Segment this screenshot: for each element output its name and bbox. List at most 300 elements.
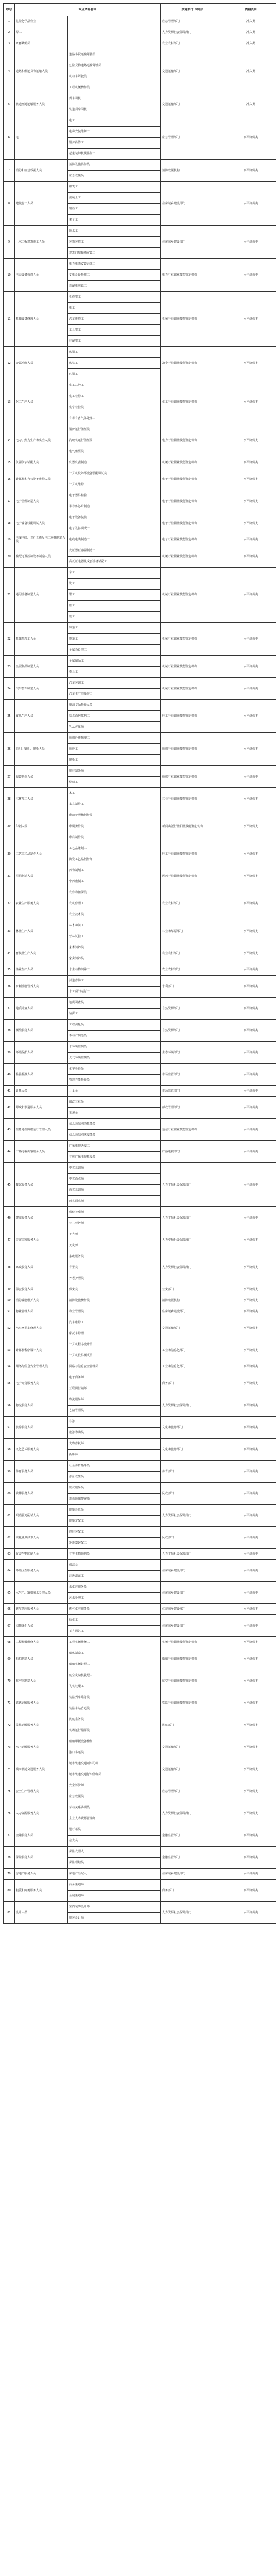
row-occupation: 水环境监测员: [68, 1042, 161, 1053]
table-body: [4, 16, 276, 1924]
row-category: 金融服务人员: [15, 1824, 68, 1847]
row-level: 水平评价类: [226, 678, 276, 700]
row-level: 水平评价类: [226, 160, 276, 182]
row-category: 水利设施管养人员: [15, 976, 68, 998]
table-row: [4, 512, 276, 523]
row-category: 仪器仪表装配人员: [15, 457, 68, 468]
row-index: 9: [4, 226, 15, 259]
row-occupation: 城市轨道交通列车司机: [68, 1758, 161, 1769]
row-department: 金融监管部门: [161, 1847, 226, 1869]
row-category: 环境卫生服务人员: [15, 1560, 68, 1582]
table-row: [4, 1339, 276, 1350]
row-index: 23: [4, 656, 15, 678]
row-category: 消防和应急救援人员: [15, 160, 68, 182]
row-level: 准入类: [226, 27, 276, 38]
header-department: 实施部门（单位）: [161, 4, 226, 16]
row-occupation: 铁路车站客运员: [68, 1703, 161, 1714]
row-occupation: 镗工: [68, 612, 161, 623]
row-occupation: 化学检验员: [68, 402, 161, 413]
row-occupation: 计算机软件测试员: [68, 1350, 161, 1361]
row-department: 人力资源社会保障部门: [161, 1549, 226, 1560]
row-level: 水平评价类: [226, 733, 276, 766]
row-category: 渔业生产人员: [15, 964, 68, 976]
table-row: [4, 1527, 276, 1538]
row-category: 轨道交通运输服务人员: [15, 93, 68, 115]
row-occupation: 应急救援员: [68, 1791, 161, 1802]
row-occupation: 计算机程序设计员: [68, 1339, 161, 1350]
row-level: 水平评价类: [226, 887, 276, 920]
row-occupation: 航空发动机装配工: [68, 1670, 161, 1681]
row-occupation: 药物制剂工: [68, 865, 161, 876]
row-department: 机械行业职业技能鉴定机构: [161, 656, 226, 678]
table-row: [4, 1714, 276, 1725]
row-department: 林业和草原部门: [161, 920, 226, 942]
table-row: [4, 1251, 276, 1262]
row-category: 机械热加工人员: [15, 623, 68, 656]
row-category: 食品生产人员: [15, 700, 68, 733]
row-occupation: 互联网营销师: [68, 1383, 161, 1394]
row-occupation: 机动车驾驶员: [68, 71, 161, 82]
table-row: [4, 1549, 276, 1560]
row-index: 35: [4, 964, 15, 976]
table-header: [4, 4, 276, 16]
row-department: 市场监管部门: [161, 1064, 226, 1086]
row-level: 准入类: [226, 16, 276, 27]
row-occupation: 会展策划师: [68, 1891, 161, 1902]
table-row: [4, 1361, 276, 1372]
row-occupation: 化学检验员: [68, 1064, 161, 1075]
table-row: [4, 942, 276, 953]
row-category: 焊工: [15, 27, 68, 38]
row-occupation: 计算机及外部设备装配调试员: [68, 468, 161, 479]
row-category: 金属制品制造人员: [15, 656, 68, 678]
row-occupation: 大气环境监测员: [68, 1053, 161, 1064]
row-occupation: 垃圾清运工: [68, 1571, 161, 1582]
row-occupation: 城市轨道交通行车值班员: [68, 1769, 161, 1780]
row-index: 61: [4, 1505, 15, 1527]
row-category: 道路和航运货物运输人员: [15, 49, 68, 93]
table-row: [4, 1736, 276, 1747]
row-occupation: 西式面点师: [68, 1196, 161, 1207]
table-row: [4, 1372, 276, 1383]
row-occupation: 列车司机: [68, 93, 161, 104]
row-level: 水平评价类: [226, 1714, 276, 1736]
row-occupation: 游泳救生员: [68, 1472, 161, 1483]
row-category: 危险化学品作业: [15, 16, 68, 27]
row-index: 60: [4, 1483, 15, 1505]
table-row: [4, 1417, 276, 1428]
row-occupation: 快递员: [68, 1108, 161, 1119]
row-index: 16: [4, 468, 15, 490]
table-row: [4, 887, 276, 898]
row-category: 水生产、输排和水处理人员: [15, 1582, 68, 1604]
row-department: 人力资源社会保障部门: [161, 1251, 226, 1284]
row-occupation: 服装设计师: [68, 1913, 161, 1924]
table-row: [4, 1880, 276, 1891]
row-level: 水平评价类: [226, 1758, 276, 1780]
row-occupation: 电工: [68, 115, 161, 127]
row-category: 铁路运输服务人员: [15, 1692, 68, 1714]
row-occupation: 农作物植保员: [68, 887, 161, 898]
row-level: 水平评价类: [226, 347, 276, 380]
row-department: 工业和信息化部门: [161, 1361, 226, 1372]
row-category: 设计人员: [15, 1902, 68, 1924]
row-index: 78: [4, 1847, 15, 1869]
row-occupation: 民航乘务员: [68, 1714, 161, 1725]
table-row: [4, 843, 276, 854]
row-category: 汽车摩托车修理人员: [15, 1317, 68, 1339]
row-level: 水平评价类: [226, 1284, 276, 1295]
header-index: 序号: [4, 4, 15, 16]
row-level: 水平评价类: [226, 1880, 276, 1902]
row-category: 邮政和快递服务人员: [15, 1097, 68, 1119]
row-occupation: 中药炮制工: [68, 876, 161, 887]
row-level: 水平评价类: [226, 1637, 276, 1648]
row-occupation: 车工: [68, 568, 161, 579]
row-level: 水平评价类: [226, 545, 276, 568]
row-index: 8: [4, 182, 15, 226]
row-occupation: 物流服务师: [68, 1394, 161, 1406]
table-row: [4, 1670, 276, 1681]
row-department: 自然资源部门: [161, 1020, 226, 1042]
row-level: 水平评价类: [226, 700, 276, 733]
row-category: 畜牧业生产人员: [15, 942, 68, 964]
row-department: 冶金行业职业技能鉴定机构: [161, 347, 226, 380]
table-row: [4, 1780, 276, 1791]
row-department: 市场监管部门: [161, 1086, 226, 1097]
row-occupation: 工具钳工: [68, 325, 161, 336]
row-level: 水平评价类: [226, 534, 276, 545]
row-occupation: 电力电缆安装运维工: [68, 259, 161, 270]
row-index: 33: [4, 920, 15, 942]
row-department: 交通运输部门: [161, 1736, 226, 1758]
table-row: [4, 1295, 276, 1306]
row-category: 测绘服务人员: [15, 1020, 68, 1042]
row-occupation: 乳品评鉴师: [68, 722, 161, 733]
row-category: 木材加工人员: [15, 788, 68, 810]
row-occupation: 飞机装配工: [68, 1681, 161, 1692]
row-level: 水平评价类: [226, 1582, 276, 1604]
row-occupation: 社会体育指导员: [68, 1461, 161, 1472]
row-category: 纺织、针织、印染人员: [15, 733, 68, 766]
row-index: 20: [4, 545, 15, 568]
row-occupation: 工程机械操作员: [68, 82, 161, 93]
row-level: 水平评价类: [226, 865, 276, 887]
row-level: 水平评价类: [226, 512, 276, 534]
table-row: [4, 457, 276, 468]
row-occupation: 室内装饰设计师: [68, 1902, 161, 1913]
row-occupation: 养老护理员: [68, 1273, 161, 1284]
row-index: 69: [4, 1648, 15, 1670]
row-department: 人力资源社会保障部门: [161, 1229, 226, 1251]
table-row: [4, 1869, 276, 1880]
row-index: 19: [4, 534, 15, 545]
row-category: 康复辅具技术人员: [15, 1527, 68, 1549]
row-index: 52: [4, 1317, 15, 1339]
row-index: 63: [4, 1549, 15, 1560]
row-category: 计算机程序设计人员: [15, 1339, 68, 1361]
row-department: 纺织行业职业技能鉴定机构: [161, 766, 226, 788]
row-index: 15: [4, 457, 15, 468]
row-occupation: 电工: [68, 303, 161, 314]
row-department: 应急管理部门: [161, 115, 226, 160]
row-category: 计算机和办公设备维修人员: [15, 468, 68, 490]
row-occupation: 轧钢工: [68, 369, 161, 380]
row-occupation: 陶瓷工艺品制作师: [68, 854, 161, 865]
row-index: 10: [4, 259, 15, 292]
row-index: 2: [4, 27, 15, 38]
row-occupation: 起重装卸机械操作工: [68, 149, 161, 160]
row-occupation: 农机修理工: [68, 898, 161, 909]
row-occupation: 应急救援员: [68, 171, 161, 182]
row-department: 住房城乡建设部门: [161, 1604, 226, 1615]
row-category: 电力、热力生产和供应人员: [15, 424, 68, 457]
row-level: 水平评价类: [226, 1086, 276, 1097]
row-level: 水平评价类: [226, 623, 276, 656]
row-index: 51: [4, 1306, 15, 1317]
row-level: 水平评价类: [226, 998, 276, 1020]
row-index: 66: [4, 1604, 15, 1615]
row-occupation: 铣工: [68, 579, 161, 590]
row-occupation: 营林试验工: [68, 931, 161, 942]
table-row: [4, 1207, 276, 1218]
row-level: 水平评价类: [226, 468, 276, 490]
row-index: 79: [4, 1869, 15, 1880]
row-category: 机械设备修理人员: [15, 292, 68, 347]
row-level: 水平评价类: [226, 920, 276, 942]
row-category: 有害生物防制人员: [15, 1549, 68, 1560]
table-row: [4, 226, 276, 237]
row-level: 水平评价类: [226, 1869, 276, 1880]
row-occupation: 信贷员: [68, 1836, 161, 1847]
row-occupation: 殡仪服务员: [68, 1483, 161, 1494]
row-level: 水平评价类: [226, 292, 276, 347]
row-occupation: 眼镜定配工: [68, 1516, 161, 1527]
row-occupation: 电子器件检验工: [68, 490, 161, 501]
row-level: 水平评价类: [226, 1736, 276, 1758]
row-department: 工业和信息化部门: [161, 1339, 226, 1361]
row-department: 航空行业职业技能鉴定机构: [161, 1670, 226, 1692]
row-occupation: 化工总控工: [68, 380, 161, 391]
row-index: 42: [4, 1097, 15, 1119]
row-department: 机械行业职业技能鉴定机构: [161, 1637, 226, 1648]
table-row: [4, 93, 276, 104]
row-department: 通信行业职业技能鉴定机构: [161, 1119, 226, 1141]
row-occupation: 广播电视天线工: [68, 1141, 161, 1152]
row-department: 农业农村部门: [161, 887, 226, 920]
row-occupation: 摩托车修理工: [68, 1328, 161, 1339]
row-index: 27: [4, 766, 15, 788]
row-index: 39: [4, 1042, 15, 1064]
table-row: [4, 1692, 276, 1703]
table-row: [4, 1141, 276, 1152]
row-level: 水平评价类: [226, 1229, 276, 1251]
row-occupation: 家畜饲养员: [68, 942, 161, 953]
row-department: 民政部门: [161, 1527, 226, 1549]
table-row: [4, 1306, 276, 1317]
row-index: 14: [4, 424, 15, 457]
row-category: 环境保护人员: [15, 1042, 68, 1064]
row-category: 电子设备装配调试人员: [15, 512, 68, 534]
row-category: 眼镜验光配装人员: [15, 1505, 68, 1527]
row-index: 67: [4, 1615, 15, 1637]
row-index: 7: [4, 160, 15, 182]
table-row: [4, 49, 276, 60]
row-index: 37: [4, 998, 15, 1020]
row-department: 交通运输部门: [161, 1758, 226, 1780]
row-occupation: 工程测量员: [68, 1020, 161, 1031]
row-level: 水平评价类: [226, 1902, 276, 1924]
row-level: 水平评价类: [226, 1394, 276, 1417]
table-row: [4, 1284, 276, 1295]
table-row: [4, 292, 276, 303]
row-department: 电子行业职业技能鉴定机构: [161, 512, 226, 534]
row-occupation: 半导体芯片制造工: [68, 501, 161, 512]
table-row: [4, 182, 276, 193]
row-occupation: 铸造工: [68, 623, 161, 634]
row-index: 72: [4, 1714, 15, 1736]
table-row: [4, 1086, 276, 1097]
row-department: 人力资源社会保障部门: [161, 1207, 226, 1229]
table-row: [4, 424, 276, 435]
row-level: 水平评价类: [226, 964, 276, 976]
row-category: 电力设备检修人员: [15, 259, 68, 292]
row-occupation: 林木种苗工: [68, 920, 161, 931]
table-row: [4, 865, 276, 876]
row-department: 体育部门: [161, 1461, 226, 1483]
row-index: 71: [4, 1692, 15, 1714]
header-level: 资格类别: [226, 4, 276, 16]
row-category: 农业生产服务人员: [15, 887, 68, 920]
row-index: 49: [4, 1284, 15, 1295]
row-occupation: 商务策划师: [68, 1880, 161, 1891]
table-row: [4, 1483, 276, 1494]
row-department: 电力行业职业技能鉴定机构: [161, 259, 226, 292]
row-occupation: 消防设施操作员: [68, 1295, 161, 1306]
row-department: 人力资源社会保障部门: [161, 1163, 226, 1207]
row-category: 电线电缆、光纤光缆及电工器材制造人员: [15, 534, 68, 545]
row-department: 民政部门: [161, 1483, 226, 1505]
row-category: 家政服务人员: [15, 1251, 68, 1284]
table-row: [4, 1163, 276, 1174]
table-row: [4, 920, 276, 931]
table-row: [4, 259, 276, 270]
row-occupation: 有害生物防制员: [68, 1549, 161, 1560]
row-category: 安全生产管理人员: [15, 1780, 68, 1802]
row-department: 机械行业职业技能鉴定机构: [161, 292, 226, 347]
row-index: 18: [4, 512, 15, 534]
row-occupation: 家具制作工: [68, 799, 161, 810]
row-occupation: 河道修防工: [68, 976, 161, 987]
table-row: [4, 1119, 276, 1130]
row-occupation: 混凝土工: [68, 193, 161, 204]
row-level: 水平评价类: [226, 1317, 276, 1339]
row-category: 房地产服务人员: [15, 1869, 68, 1880]
row-category: 保安服务人员: [15, 1284, 68, 1295]
row-index: 32: [4, 887, 15, 920]
table-row: [4, 788, 276, 799]
table-row: [4, 1615, 276, 1626]
row-department: 交通运输部门: [161, 49, 226, 93]
row-occupation: 化工检修工: [68, 391, 161, 402]
row-department: 人力资源社会保障部门: [161, 27, 226, 38]
row-category: 汽车整车制造人员: [15, 678, 68, 700]
row-level: 水平评价类: [226, 259, 276, 292]
row-occupation: [68, 27, 161, 38]
row-occupation: 仓储管理员: [68, 1406, 161, 1417]
row-department: 机械行业职业技能鉴定机构: [161, 623, 226, 656]
row-category: 物业管理人员: [15, 1306, 68, 1317]
table-row: [4, 998, 276, 1009]
row-occupation: 消防设施操作员: [68, 160, 161, 171]
row-department: 铁路行业职业技能鉴定机构: [161, 1692, 226, 1714]
row-level: 水平评价类: [226, 1097, 276, 1119]
row-occupation: 计算机维修工: [68, 479, 161, 490]
row-category: 旅游服务人员: [15, 1417, 68, 1439]
row-department: 水利部门: [161, 976, 226, 998]
row-level: 水平评价类: [226, 1361, 276, 1372]
row-occupation: 送配电线路工: [68, 281, 161, 292]
row-category: 航空器制造人员: [15, 1670, 68, 1692]
row-occupation: 汽车维修工: [68, 314, 161, 325]
row-index: 36: [4, 976, 15, 998]
row-category: 船舶制造人员: [15, 1648, 68, 1670]
row-category: 健康服务人员: [15, 1207, 68, 1229]
row-level: 水平评价类: [226, 788, 276, 810]
row-occupation: 地质调查员: [68, 998, 161, 1009]
table-row: [4, 678, 276, 689]
row-occupation: 电线电缆制造工: [68, 534, 161, 545]
row-occupation: 保健按摩师: [68, 1207, 161, 1218]
row-department: 住房城乡建设部门: [161, 1869, 226, 1880]
row-level: 水平评价类: [226, 380, 276, 424]
table-row: [4, 976, 276, 987]
row-occupation: 砌筑工: [68, 182, 161, 193]
row-level: 水平评价类: [226, 1648, 276, 1670]
table-row: [4, 347, 276, 358]
row-index: 70: [4, 1670, 15, 1692]
table-row: [4, 1317, 276, 1328]
row-department: 商务部门: [161, 1372, 226, 1394]
row-occupation: 育婴员: [68, 1262, 161, 1273]
row-occupation: 邮政营业员: [68, 1097, 161, 1108]
row-level: 水平评价类: [226, 843, 276, 865]
row-index: 80: [4, 1880, 15, 1902]
table-row: [4, 964, 276, 976]
row-occupation: 汽车生产线操作工: [68, 689, 161, 700]
row-occupation: [68, 16, 161, 27]
row-occupation: 工艺品雕刻工: [68, 843, 161, 854]
row-category: 消防设施维护人员: [15, 1295, 68, 1306]
row-category: 网络与信息安全管理人员: [15, 1361, 68, 1372]
row-occupation: 美容师: [68, 1229, 161, 1240]
row-occupation: 机场运行指挥员: [68, 1725, 161, 1736]
row-occupation: 劳动关系协调员: [68, 1802, 161, 1813]
row-occupation: 木工: [68, 788, 161, 799]
row-occupation: 汽车装调工: [68, 678, 161, 689]
table-row: [4, 160, 276, 171]
row-department: 住房城乡建设部门: [161, 1306, 226, 1317]
row-index: 41: [4, 1086, 15, 1097]
row-category: 文化艺术服务人员: [15, 1439, 68, 1461]
row-occupation: 金属制品工: [68, 656, 161, 667]
table-row: [4, 490, 276, 501]
row-occupation: 印刷操作员: [68, 821, 161, 832]
row-department: 人力资源社会保障部门: [161, 1902, 226, 1924]
row-occupation: 有毒有害气体处理工: [68, 413, 161, 424]
row-department: 船舶行业职业技能鉴定机构: [161, 1648, 226, 1670]
row-category: 工程机械维修人员: [15, 1637, 68, 1648]
